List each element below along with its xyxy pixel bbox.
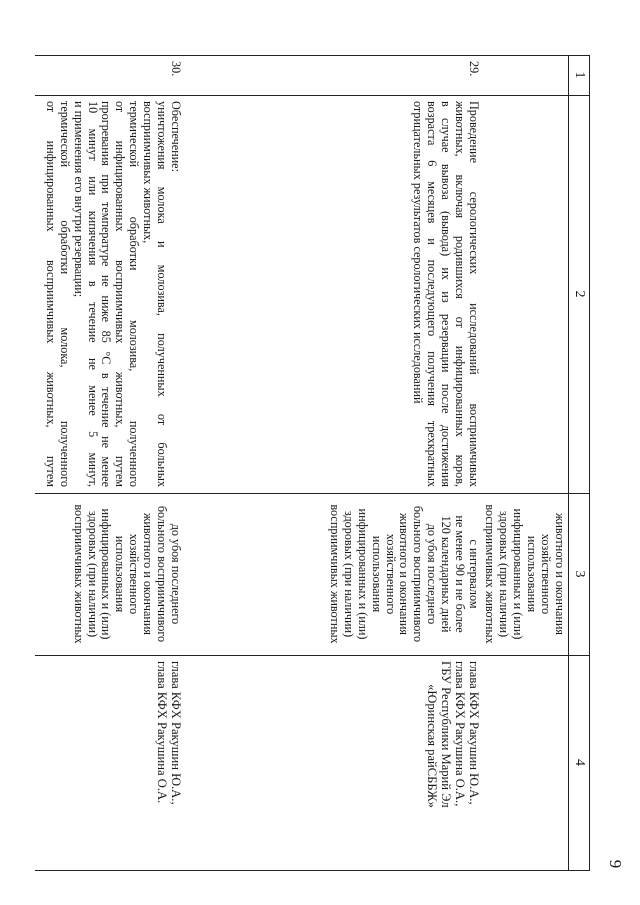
row-30-term-line: восприимчивых животных bbox=[71, 504, 86, 644]
row-29-responsible bbox=[424, 661, 480, 866]
row-30-responsible-line: глава КФХ Ракушина О.А. bbox=[155, 661, 170, 804]
column-number-2: 2 bbox=[572, 290, 587, 298]
rotated-table-sheet bbox=[35, 55, 590, 870]
row-30-description-line: термической обработки молозива, полученного bbox=[127, 101, 142, 487]
row-29-term-line: хозяйственного bbox=[383, 533, 398, 615]
row-30-number: 30. bbox=[169, 61, 183, 77]
table-divider-col3 bbox=[35, 655, 590, 656]
table-border-right bbox=[35, 870, 590, 871]
row-30-term-line: животного и окончания bbox=[141, 512, 156, 636]
row-29-term bbox=[327, 497, 480, 651]
row-30-description-line: 10 минут или кипячения в течение не менее 5 минут, bbox=[85, 101, 100, 487]
row-29-responsible-line: «Юринская райСББЖ» bbox=[425, 684, 440, 808]
row-29-term-line: использования bbox=[369, 535, 384, 613]
row-29-term-line: восприимчивых животных bbox=[327, 504, 342, 644]
table-border-left bbox=[35, 55, 590, 56]
column-number-4: 4 bbox=[572, 759, 587, 766]
row-30-description-line: уничтожения молока и молозива, полученных от больных bbox=[155, 101, 170, 487]
table-divider-col1 bbox=[35, 95, 590, 96]
continuation-col3-line: инфицированных и (или) bbox=[511, 508, 526, 640]
row-29-description-line: в случае вывоза (вывода) их из резервации после достижения bbox=[439, 101, 454, 487]
continuation-col3-line: здоровых (при наличии) bbox=[497, 510, 512, 638]
row-29-term-line: с интервалом bbox=[467, 539, 481, 609]
row-29-responsible-line: глава КФХ Ракушина О.А., bbox=[453, 661, 468, 807]
row-30-description-line: восприимчивых животных, bbox=[141, 101, 156, 244]
table-header-divider bbox=[568, 55, 569, 870]
row-30-term-line: инфицированных и (или) bbox=[99, 508, 114, 640]
row-29-description-line: отрицательных результатов серологических исследований bbox=[411, 101, 426, 404]
row-29-term-line: животного и окончания bbox=[397, 512, 412, 636]
row-30-description-line: от инфицированных восприимчивых животных, путем bbox=[43, 101, 58, 487]
row-29-description-line: возраста 6 месяцев и последующего получения трехкратных bbox=[425, 101, 440, 487]
row-30-description-line: от инфицированных восприимчивых животных, путем bbox=[113, 101, 128, 487]
continuation-col3-line: животного и окончания bbox=[553, 512, 567, 636]
row-29-term-line: инфицированных и (или) bbox=[355, 508, 370, 640]
row-29-number: 29. bbox=[467, 61, 481, 77]
row-29-term-line: здоровых (при наличии) bbox=[341, 510, 356, 638]
column-number-3: 3 bbox=[572, 570, 587, 578]
page-number: 9 bbox=[606, 859, 625, 869]
row-30-responsible-line: глава КФХ Ракушин Ю.А., bbox=[169, 661, 183, 805]
row-30-description bbox=[43, 101, 182, 487]
row-30-term-line: здоровых (при наличии) bbox=[85, 510, 100, 638]
row-30-term-line: хозяйственного bbox=[127, 533, 142, 615]
row-29-responsible-line: глава КФХ Ракушин Ю.А., bbox=[467, 661, 481, 805]
continuation-col3-line: использования bbox=[525, 535, 540, 613]
row-30-description-line: термической обработки молока, полученного bbox=[57, 101, 72, 487]
row-29-term-line: не менее 90 и не более bbox=[453, 515, 468, 633]
row-29-description bbox=[410, 101, 480, 487]
row-29-term-line: 120 календарных дней bbox=[439, 515, 454, 633]
row-30-description-line: и применения его внутри резервации; bbox=[71, 101, 86, 298]
table-divider-col2 bbox=[35, 493, 590, 494]
column-number-1: 1 bbox=[572, 71, 587, 79]
row-30-responsible bbox=[154, 661, 182, 866]
row-29-responsible-line: ГБУ Республики Марий Эл bbox=[439, 661, 454, 808]
row-29-term-line: до убоя последнего bbox=[425, 523, 440, 625]
continuation-col3-line: восприимчивых животных bbox=[483, 504, 498, 644]
row-30-term bbox=[71, 497, 182, 651]
row-30-term-line: до убоя последнего bbox=[169, 523, 183, 625]
table-border-top bbox=[589, 55, 590, 870]
row-30-description-line: Обеспечение: bbox=[169, 101, 183, 172]
row-29-term-line: больного восприимчивого bbox=[411, 505, 426, 643]
row-30-description-line: прогревания при температуре не ниже 85 °С в течение не менее bbox=[99, 101, 114, 487]
continuation-col3-line: хозяйственного bbox=[539, 533, 554, 615]
continuation-col3 bbox=[483, 497, 566, 651]
row-29-description-line: Проведение серологических исследований восприимчивых bbox=[467, 101, 481, 487]
row-29-description-line: животных, включая родившихся от инфицированных коров, bbox=[453, 101, 468, 487]
row-30-term-line: использования bbox=[113, 535, 128, 613]
row-30-term-line: больного восприимчивого bbox=[155, 505, 170, 643]
